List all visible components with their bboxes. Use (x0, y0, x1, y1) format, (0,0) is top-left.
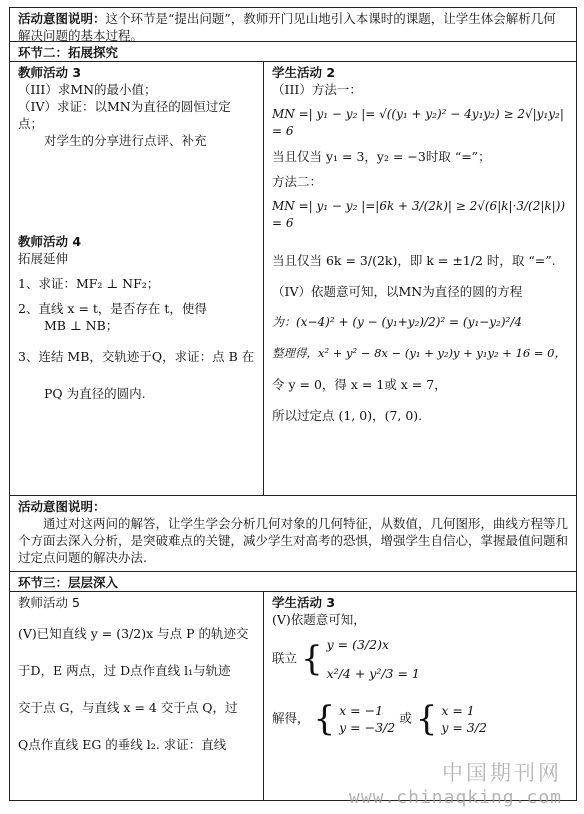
teacher-item: PQ 为直径的圆内. (44, 386, 146, 401)
method-two-label: 方法二： (272, 174, 323, 189)
solution-system (339, 702, 395, 736)
teacher-item: （IV）求证：以MN为直径的圆恒过定点； (18, 99, 231, 131)
formula: MN =| y₁ − y₂ |=|6k + 3/(2k)| ≥ 2√(6|k|·3/(2|k|)) = 6 (272, 199, 566, 230)
method-one-label: （III）方法一： (272, 82, 362, 97)
teacher-column (10, 62, 264, 495)
simplified-equation: 整理得，x² + y² − 8x − (y₁ + y₂)y + y₁y₂ + 16 = 0， (272, 346, 566, 360)
intent-label: 活动意图说明： (18, 11, 106, 26)
watermark-url: www.chinaqking.com (348, 787, 562, 808)
equality-condition: 当且仅当 6k = 3/(2k)，即 k = ±1/2 时，取 “=”. (272, 253, 556, 268)
teacher-line: 交于点 G，与直线 x = 4 交于点 Q，过 (18, 700, 238, 715)
lesson-table (9, 7, 577, 801)
teacher-line: Q点作直线 EG 的垂线 l₂. 求证：直线 (18, 737, 227, 752)
section-title: 环节二：拓展探究 (18, 45, 119, 60)
system-of-equations (272, 636, 568, 682)
section-three-header (10, 572, 576, 592)
watermark-cn: 中国期刊网 (442, 761, 562, 785)
intent-row-2 (10, 496, 576, 572)
solution (272, 699, 568, 739)
activity-row-1 (10, 62, 576, 496)
student-activity-2-title: 学生活动 2 (272, 65, 336, 80)
teacher-item: 3、连结 MB，交轨迹于Q，求证：点 B 在 (18, 349, 255, 364)
teacher-line: 于D，E 两点，过 D点作直线 l₁与轨迹 (18, 663, 231, 678)
teacher-item: 1、求证：MF₂ ⊥ NF₂； (18, 276, 160, 291)
teacher-item: MB ⊥ NB； (44, 318, 119, 333)
intent-text: 通过对这两问的解答，让学生学会分析几何对象的几何特征，从数值，几何图形，曲线方程等几个方面去深入分析，是突破难点的关键，减少学生对高考的恐惧，增强学生自信心，掌握最值问题和过定点问题的解决办法. (18, 516, 569, 565)
solution-value: x = 1 (441, 703, 475, 718)
brace-icon: { (415, 699, 438, 739)
equation-system (327, 636, 420, 682)
conclusion: 所以过定点 (1, 0)，(7, 0). (272, 408, 423, 423)
substitution: 令 y = 0，得 x = 1或 x = 7， (272, 377, 447, 392)
or-label: 或 (399, 710, 412, 726)
teacher-line: (V)已知直线 y = (3/2)x 与点 P 的轨迹交 (18, 626, 249, 641)
part-four-text: （IV）依题意可知，以MN为直径的圆的方程 (272, 284, 523, 299)
teacher-sub: 拓展延伸 (18, 251, 69, 266)
brace-icon: { (313, 699, 336, 739)
teacher-activity-3-title: 教师活动 3 (18, 65, 82, 80)
equation: x²/4 + y²/3 = 1 (326, 666, 420, 681)
equality-condition: 当且仅当 y₁ = 3，y₂ = −3时取 “=”； (272, 149, 491, 164)
circle-equation: 为：(x−4)² + (y − (y₁+y₂)/2)² = (y₁−y₂)²/4 (272, 315, 522, 329)
intent-text: 这个环节是“提出问题”，教师开门见山地引入本课时的课题，让学生体会解析几何解决问题的基本过程。 (18, 11, 556, 43)
teacher-item: （III）求MN的最小值； (18, 82, 157, 97)
section-two-header (10, 42, 576, 62)
solution-system (441, 702, 487, 736)
solution-value: y = 3/2 (441, 720, 487, 735)
solution-value: y = −3/2 (339, 720, 396, 735)
watermark (349, 757, 562, 808)
equation: y = (3/2)x (326, 637, 390, 652)
intent-row-1 (10, 8, 576, 42)
teacher-activity-5-title: 教师活动 5 (18, 595, 80, 610)
student-column (264, 62, 576, 495)
student-line: (V)依题意可知， (272, 612, 366, 627)
solution-value: x = −1 (339, 703, 384, 718)
teacher-item: 对学生的分享进行点评、补充 (44, 133, 207, 148)
student-activity-3-title: 学生活动 3 (272, 595, 336, 610)
lianli-label: 联立 (272, 650, 298, 666)
section-title: 环节三：层层深入 (18, 575, 119, 590)
formula: MN =| y₁ − y₂ |= √((y₁ + y₂)² − 4y₁y₂) ≥ 2√|y₁y₂| = 6 (272, 107, 564, 138)
teacher-column (10, 592, 264, 800)
intent-label: 活动意图说明： (18, 499, 106, 514)
brace-icon: { (301, 639, 323, 679)
teacher-item: 2、直线 x = t，是否存在 t，使得 (18, 301, 207, 316)
teacher-activity-4-title: 教师活动 4 (18, 234, 82, 249)
jie-label: 解得， (272, 710, 310, 726)
